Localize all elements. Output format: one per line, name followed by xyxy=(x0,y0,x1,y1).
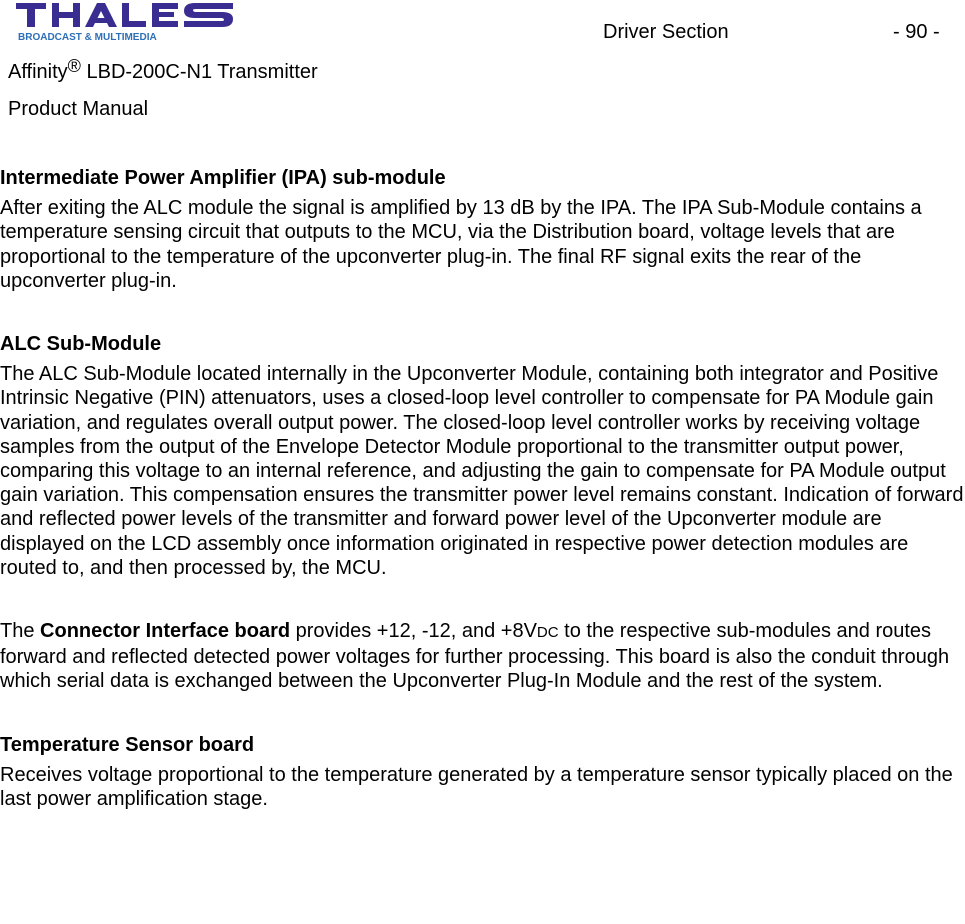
connector-paragraph xyxy=(0,619,965,694)
temperature-heading: Temperature Sensor board xyxy=(0,733,255,756)
page-number: - 90 - xyxy=(893,21,940,43)
header-section-title: Driver Section xyxy=(603,21,729,43)
product-name xyxy=(8,56,318,85)
alc-heading: ALC Sub-Module xyxy=(0,333,162,356)
thales-logo xyxy=(14,0,236,44)
document-body xyxy=(0,166,965,811)
thales-logo-graphic xyxy=(14,0,236,44)
manual-title: Product Manual xyxy=(8,98,149,120)
connector-rest: to the respective sub-modules and routes forward and reflected detected power voltages for further processing. This board is also the conduit through which serial data is exchanged between the Upconverter Plug-In Module and the rest of the system. xyxy=(0,620,950,693)
temperature-paragraph: Receives voltage proportional to the temperature generated by a temperature sensor typically placed on the last power amplification stage. xyxy=(0,763,953,811)
logo-tagline: BROADCAST & MULTIMEDIA xyxy=(18,32,157,43)
alc-paragraph: The ALC Sub-Module located internally in the Upconverter Module, containing both integrator and Positive Intrinsic Negative (PIN) attenuators, uses a closed-loop level controller to compensate for PA Module gain variation, and regulates overall output power. The closed-loop level controller works by receiving voltage samples from the output of the Envelope Detector Module proportional to the transmitter output power, comparing this voltage to an internal reference, and adjusting the gain to compensate for PA Module output gain variation. This compensation ensures the transmitter power level remains constant. Indication of forward and reflected power levels of the transmitter and forward power level of the Upconverter module are displayed on the LCD assembly once information originated in respective power detection modules are routed to, and then processed by, the MCU. xyxy=(0,363,964,579)
connector-unit-dc: DC xyxy=(536,624,559,642)
ipa-paragraph: After exiting the ALC module the signal is amplified by 13 dB by the IPA. The IPA Sub-Module contains a temperature sensing circuit that outputs to the MCU, via the Distribution board, voltage levels that are proportional to the temperature of the upconverter plug-in. The final RF signal exits the rear of the upconverter plug-in. xyxy=(0,197,922,292)
product-brand: Affinity xyxy=(8,61,68,83)
connector-board-name: Connector Interface board xyxy=(40,620,291,643)
connector-mid: provides +12, -12, and +8V xyxy=(290,620,537,643)
product-model: LBD-200C-N1 Transmitter xyxy=(80,61,318,83)
registered-mark: ® xyxy=(67,56,81,76)
ipa-heading: Intermediate Power Amplifier (IPA) sub-module xyxy=(0,167,446,189)
connector-lead: The xyxy=(0,620,41,643)
